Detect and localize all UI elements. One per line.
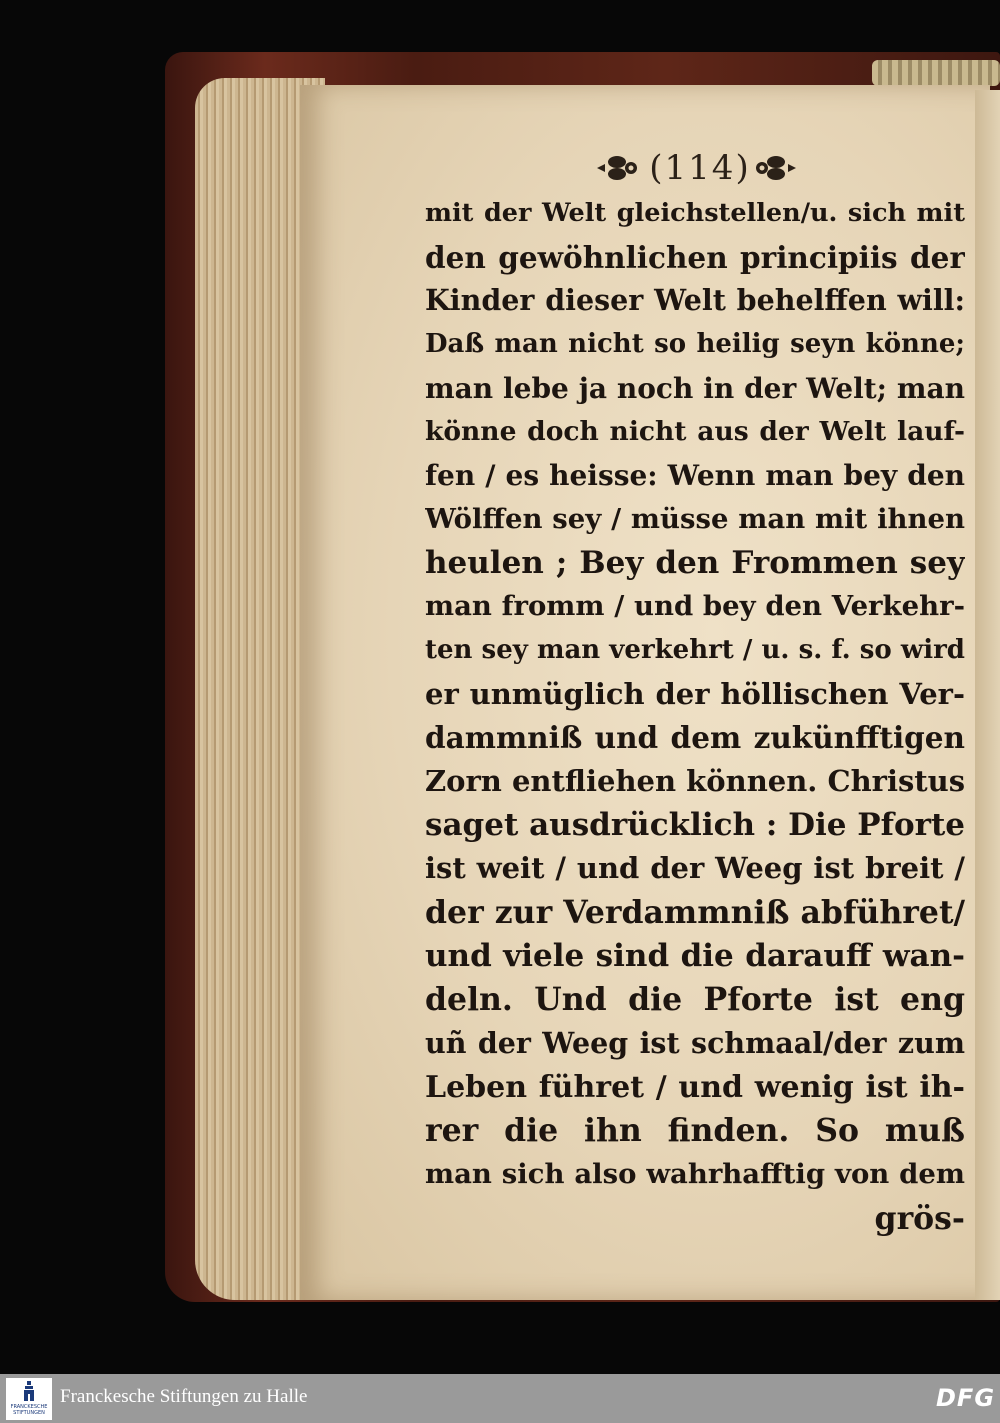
page-number: (114) [649, 148, 751, 188]
text-line: mit der Welt gleichstellen/u. sich mit [425, 198, 965, 228]
text-line: Daß man nicht so heilig seyn könne; [425, 329, 965, 360]
page-text [425, 192, 965, 1241]
text-line: deln. Und die Pforte ist eng [425, 981, 965, 1019]
logo-text: FRANCKESCHE STIFTUNGEN [10, 1404, 48, 1416]
text-line: den gewöhnlichen principiis der [425, 239, 965, 275]
foundation-logo-icon [23, 1381, 35, 1401]
text-line: er unmüglich der höllischen Ver- [425, 676, 965, 711]
dfg-logo[interactable]: DFG [936, 1384, 996, 1412]
text-line: ten sey man verkehrt / u. s. f. so wird [425, 634, 965, 665]
text-line: fen / es heisse: Wenn man bey den [425, 459, 965, 493]
text-line: man fromm / und bey den Verkehr- [425, 590, 965, 623]
text-line: Wölffen sey / müsse man mit ihnen [425, 502, 965, 535]
text-line: uñ der Weeg ist schmaal/der zum [425, 1026, 965, 1061]
text-line: man sich also wahrhafftig von dem [425, 1158, 965, 1191]
text-line: könne doch nicht aus der Welt lauf- [425, 416, 965, 448]
text-line: man lebe ja noch in der Welt; man [425, 371, 965, 405]
text-line: dammniß und dem zukünfftigen [425, 720, 965, 756]
text-line: der zur Verdammniß abführet/ [425, 894, 965, 931]
institution-name: Franckesche Stiftungen zu Halle [60, 1386, 308, 1407]
text-line: heulen ; Bey den Frommen sey [425, 544, 965, 581]
headband [872, 60, 1000, 86]
catchword: grös- [874, 1199, 965, 1237]
footer-bar [0, 1374, 1000, 1423]
text-line: Zorn entfliehen können. Christus [425, 763, 965, 798]
text-line: Leben führet / und wenig ist ih- [425, 1069, 965, 1105]
text-line: saget ausdrücklich : Die Pforte [425, 806, 965, 843]
text-line: rer die ihn finden. So muß [425, 1112, 965, 1150]
text-line: Kinder dieser Welt behelffen will: [425, 283, 965, 318]
text-line: ist weit / und der Weeg ist breit / [425, 851, 965, 886]
foundation-logo[interactable] [6, 1378, 52, 1420]
facing-page-edge [975, 90, 1000, 1300]
text-line: und viele sind die darauff wan- [425, 937, 965, 974]
fleuron-ornament-right-icon [752, 152, 798, 184]
